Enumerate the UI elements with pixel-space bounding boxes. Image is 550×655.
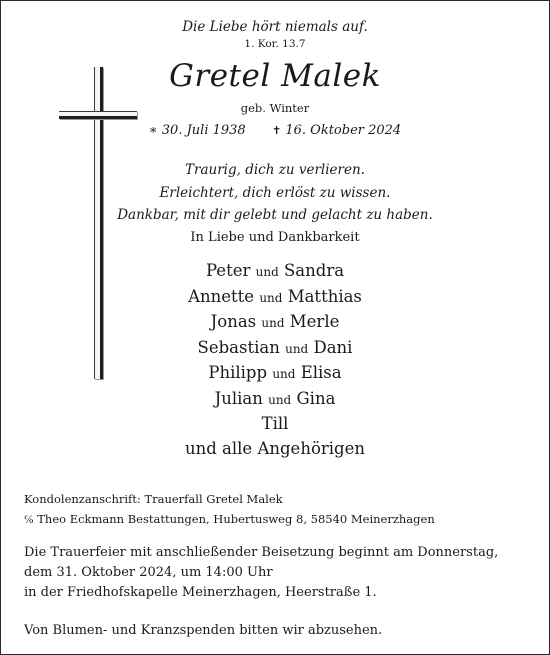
poem [1,159,549,227]
bible-reference: 1. Kor. 13.7 [244,38,306,50]
birth-name: geb. Winter [240,101,310,115]
mourner-pair: Peter und Sandra [205,261,345,280]
bible-quote: Die Liebe hört niemals auf. [182,19,368,35]
life-dates [1,123,549,138]
flowers-note: Von Blumen- und Kranzspenden bitten wir abzusehen. [24,623,383,638]
death-date: ✝ 16. Oktober 2024 [272,123,402,138]
mourners-list [1,259,549,461]
death-cross-icon: ✝ [272,124,282,137]
mourner-pair: Philipp und Elisa [208,363,342,382]
condolence-address: Kondolenzanschrift: Trauerfall Gretel Malek ℅ Theo Eckmann Bestattungen, Hubertusweg 8, 58540 Meinerzhagen [24,492,435,526]
birth-symbol-icon: ∗ [148,123,158,138]
dedication: In Liebe und Dankbarkeit [190,230,360,245]
poem-line: Dankbar, mit dir gelebt und gelacht zu haben. [117,207,433,223]
mourner-pair: Jonas und Merle [210,312,340,331]
poem-line: Erleichtert, dich erlöst zu wissen. [159,184,391,201]
mourner-pair: Julian und Gina [214,388,336,408]
relatives-line: und alle Angehörigen [184,438,365,458]
mourner-pair: Annette und Matthias [188,286,362,306]
mourner-single: Till [261,414,289,433]
deceased-name: Gretel Malek [169,58,381,94]
mourner-pair: Sebastian und Dani [197,337,353,357]
funeral-service-info: Die Trauerfeier mit anschließender Beisetzung beginnt am Donnerstag, dem 31. Oktober 2024, um 14:00 Uhr in der Friedhofskapelle Meinerzhagen, Heerstraße 1. [24,545,499,600]
poem-line: Traurig, dich zu verlieren. [185,162,365,178]
birth-date: ∗ 30. Juli 1938 [148,123,246,138]
